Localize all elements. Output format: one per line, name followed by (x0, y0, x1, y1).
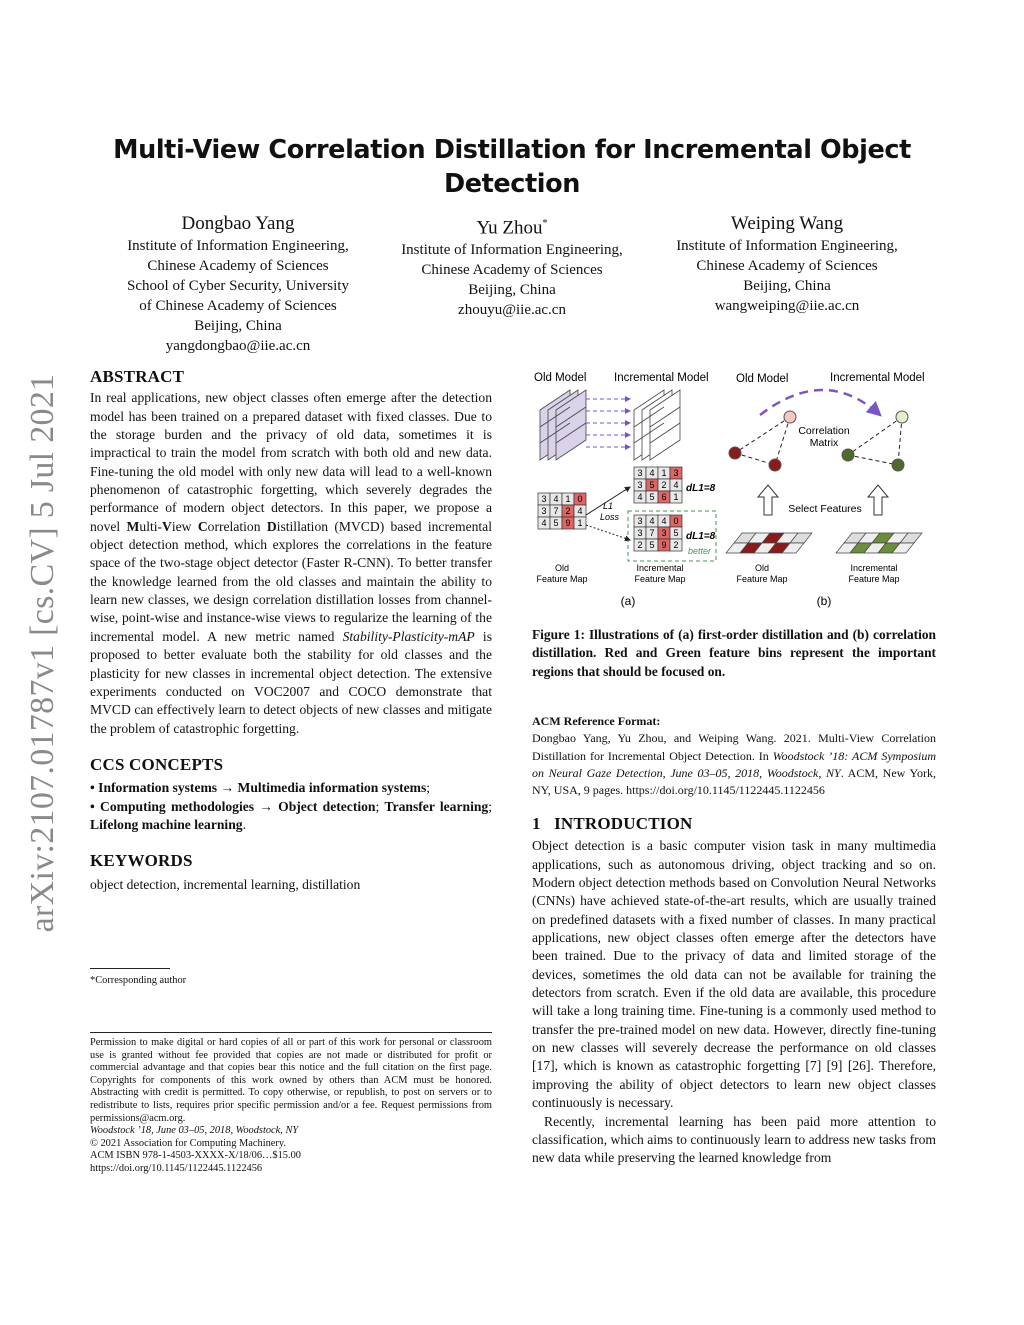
grid-cell-value: 3 (637, 480, 643, 490)
grid-cell-value: 3 (637, 528, 643, 538)
left-column (90, 368, 492, 894)
up-arrow-inc (868, 485, 888, 515)
grid-cell-value: 0 (673, 516, 679, 526)
paper-title: Multi-View Correlation Distillation for Incremental Object Detection (113, 135, 911, 199)
affiliation-line: Beijing, China (194, 318, 282, 334)
author-block-1 (100, 212, 376, 356)
ccs-heading: CCS CONCEPTS (90, 754, 224, 774)
figure-caption: Figure 1: Illustrations of (a) first-order distillation and (b) correlation distillation. Red and Green feature bins represent the important regions that should be focused on. (532, 627, 936, 679)
fig-b-old-fm-label: Feature Map (736, 574, 788, 584)
node-old-dark-2 (769, 459, 781, 471)
intro-para-2: Recently, incremental learning has been paid more attention to classification, which aims to continuously learn to address new tasks from new data while preserving the learned knowledge from (532, 1113, 936, 1166)
author-block-3 (649, 212, 925, 316)
grid-cell-value: 5 (553, 518, 559, 528)
arxiv-stamp: arXiv:2107.01787v1 [cs.CV] 5 Jul 2021 (24, 373, 61, 932)
grid-cell-value: 6 (661, 492, 667, 502)
old-correlation-graph (735, 417, 790, 465)
d-l1-top: dL1=8 (686, 483, 716, 494)
intro-para-1: Object detection is a basic computer vision task in many multimedia applications, such as autonomous driving, object tracking and so on. Modern object detection methods based on Convolution Neural Networks (CNNs) have achieved state-of-the-art results, which are usually trained on predefined datasets with a fixed number of classes. In many practical applications, new object classes often emerge after the detectors have been trained. Due to the privacy of data and limited storage of the devices, sometimes the old data can not be available for training the detectors from scratch. Even if the old data are available, this procedure will take a long training time. Fine-tuning is a commonly used method to transfer the pre-trained model on new data. However, directly fine-tuning on new classes will severely decrease the performance on old classes [17], which is known as catastrophic forgetting [7] [9] [26]. Therefore, improving the ability of object detectors to learn new object classes continuously is necessary. (532, 838, 936, 1111)
author-email: wangweiping@iie.ac.cn (714, 298, 860, 314)
l1-label: L1 (603, 501, 614, 511)
grid-cell-value: 1 (565, 494, 571, 504)
keywords-text: object detection, incremental learning, distillation (90, 876, 361, 892)
inc-correlation-graph (848, 417, 902, 465)
d-l1-bottom: dL1=8 (686, 531, 716, 542)
permission-rule (90, 1032, 492, 1033)
grid-cell-value: 1 (661, 468, 667, 478)
grid-cell-value: 5 (649, 540, 655, 550)
grid-cell-value: 1 (577, 518, 583, 528)
incremental-model-cube (634, 390, 680, 460)
footnote: *Corresponding author (90, 975, 187, 986)
fig-a-incremental-model-label: Incremental Model (614, 372, 709, 384)
affiliation-line: Institute of Information Engineering, (127, 238, 349, 254)
up-arrow-old (758, 485, 778, 515)
node-inc-dark-1 (842, 449, 854, 461)
venue-line: Woodstock ’18, June 03–05, 2018, Woodstock, NY (90, 1125, 299, 1137)
affiliation-line: Beijing, China (468, 282, 556, 299)
node-old-light (784, 411, 796, 423)
grid-cell-value: 3 (637, 468, 643, 478)
distillation-arrows (586, 399, 630, 447)
grid-cell-value: 2 (637, 540, 643, 550)
grid-cell-value: 5 (649, 492, 655, 502)
correlation-label: Correlation (798, 425, 850, 437)
grid-cell-value: 3 (637, 516, 643, 526)
select-features-label: Select Features (788, 503, 862, 515)
abstract-text: In real applications, new object classes often emerge after the detection model has been trained on a prepared dataset with fixed classes. Due to the storage burden and the privacy of old data, sometimes it is impractical to train the model from scratch with both old and new data. Fine-tuning the old model with only new data will lead to a well-known phenomenon of catastrophic forgetting, which severely degrades the performance of modern object detectors. In this paper, we propose a novel Multi-View Correlation Distillation (MVCD) based incremental object detection method, which explores the correlations in the feature space of the two-stage object detector (Faster R-CNN). To better transfer the knowledge learned from the old classes and maintain the ability to learn new classes, we design correlation distillation losses from channel-wise, point-wise and instance-wise views to regularize the learning of the incremental model. A new metric named Stability-Plasticity-mAP is proposed to better evaluate both the stability for old classes and the plasticity for new classes in incremental object detection. The extensive experiments conducted on VOC2007 and COCO demonstrate that MVCD can effectively learn to detect objects of new classes and mitigate the problem of catastrophic forgetting. (90, 390, 492, 736)
fig-b-inc-fm-label: Feature Map (848, 574, 900, 584)
grid-cell-value: 2 (661, 480, 667, 490)
grid-cell-value: 4 (553, 494, 559, 504)
inc-feature-parallelogram (836, 533, 922, 553)
node-inc-dark-2 (892, 459, 904, 471)
affiliation-line: Institute of Information Engineering, (676, 238, 898, 254)
grid-cell-value: 9 (565, 518, 571, 528)
author-name: Weiping Wang (730, 213, 844, 234)
acm-ref-text: Dongbao Yang, Yu Zhou, and Weiping Wang. 2021. Multi-View Correlation Distillation for Incremental Object Detection. In Woodstock ’18: ACM Symposium on Neural Gaze Detection, June 03–05, 2018, Woodstock, NY. ACM, New York, NY, USA, 9 pages. https://doi.org/10.1145/1122445.1122456 (532, 731, 937, 798)
grid-cell-value: 5 (649, 480, 655, 490)
grid-cell-value: 4 (541, 518, 547, 528)
old-feature-map-grid (538, 493, 586, 529)
abstract-heading: ABSTRACT (90, 367, 185, 386)
affiliation-line: Chinese Academy of Sciences (696, 258, 878, 274)
grid-cell-value: 5 (673, 528, 679, 538)
old-model-cube (540, 390, 586, 460)
acm-ref-heading: ACM Reference Format: (532, 714, 661, 728)
fig-a-inc-label: Incremental (636, 563, 684, 573)
author-name: Yu Zhou* (476, 217, 548, 239)
grid-cell-value: 2 (673, 540, 679, 550)
better-label: better (688, 546, 712, 556)
affiliation-line: Chinese Academy of Sciences (147, 258, 329, 274)
ccs-concepts: • Information systems → Multimedia information systems; • Computing methodologies → Object detection; Transfer learning; Lifelong machine learning. (90, 780, 492, 832)
grid-cell-value: 3 (541, 494, 547, 504)
fig-b-old-model-label: Old Model (736, 373, 789, 385)
affiliation-line: Beijing, China (743, 278, 831, 294)
grid-cell-value: 3 (673, 468, 679, 478)
author-block-2 (374, 212, 650, 320)
affiliation-line: Chinese Academy of Sciences (421, 262, 603, 279)
matrix-label: Matrix (809, 437, 839, 449)
node-inc-light (896, 411, 908, 423)
incremental-top-grid (634, 467, 682, 503)
grid-cell-value: 9 (661, 540, 667, 550)
grid-cell-value: 4 (661, 516, 667, 526)
grid-cell-value: 2 (565, 506, 571, 516)
l1-arrow-bottom (586, 525, 630, 540)
introduction (532, 815, 936, 1168)
fig-a-old-label: Old (554, 563, 570, 573)
doi-line: https://doi.org/10.1145/1122445.1122456 (90, 1162, 263, 1174)
grid-cell-value: 4 (637, 492, 643, 502)
fig-a-old-model-label: Old Model (534, 372, 587, 384)
fig-label-b: (b) (816, 594, 832, 608)
grid-cell-value: 3 (541, 506, 547, 516)
fig-a-inc-fm-label: Feature Map (634, 574, 686, 584)
figure-1 (530, 365, 940, 615)
figure-svg (530, 365, 940, 615)
author-name: Dongbao Yang (181, 213, 295, 234)
fig-b-inc-label: Incremental (850, 563, 898, 573)
fig-b-old-label: Old (754, 563, 770, 573)
intro-heading: 1 INTRODUCTION (532, 814, 693, 833)
grid-cell-value: 4 (577, 506, 583, 516)
footnote-rule (90, 968, 170, 969)
affiliation-line: of Chinese Academy of Sciences (139, 298, 337, 314)
permission-text: Permission to make digital or hard copies of all or part of this work for personal or classroom use is granted without fee provided that copies are not made or distributed for profit or commercial advantage and that copies bear this notice and the full citation on the first page. Copyrights for components of this work owned by others than ACM must be honored. Abstracting with credit is permitted. To copy otherwise, or republish, to post on servers or to redistribute to lists, requires prior specific permission and/or a fee. Request permissions from permissions@acm.org. (90, 1037, 492, 1124)
fig-b-incremental-model-label: Incremental Model (830, 372, 925, 384)
grid-cell-value: 3 (661, 528, 667, 538)
correlation-arrow (760, 390, 880, 415)
acm-reference (532, 713, 936, 799)
copyright-line: © 2021 Association for Computing Machinery. (90, 1137, 286, 1149)
affiliation-line: School of Cyber Security, University (127, 278, 349, 294)
isbn-line: ACM ISBN 978-1-4503-XXXX-X/18/06…$15.00 (90, 1150, 301, 1162)
grid-cell-value: 7 (553, 506, 559, 516)
affiliation-line: Institute of Information Engineering, (401, 242, 623, 259)
grid-cell-value: 1 (673, 492, 679, 502)
fig-label-a: (a) (620, 594, 636, 608)
permission-block (90, 1037, 492, 1176)
grid-cell-value: 4 (649, 516, 655, 526)
grid-cell-value: 4 (673, 480, 679, 490)
fig-a-old-fm-label: Feature Map (536, 574, 588, 584)
old-feature-parallelogram (726, 533, 812, 553)
incremental-bottom-grid (634, 515, 682, 551)
keywords-heading: KEYWORDS (90, 851, 193, 871)
author-email: yangdongbao@iie.ac.cn (165, 338, 311, 354)
author-email: zhouyu@iie.ac.cn (458, 302, 566, 319)
grid-cell-value: 7 (649, 528, 655, 538)
grid-cell-value: 4 (649, 468, 655, 478)
corresponding-mark: * (542, 218, 548, 229)
loss-label: Loss (600, 512, 620, 522)
grid-cell-value: 0 (577, 494, 583, 504)
node-old-dark-1 (729, 447, 741, 459)
